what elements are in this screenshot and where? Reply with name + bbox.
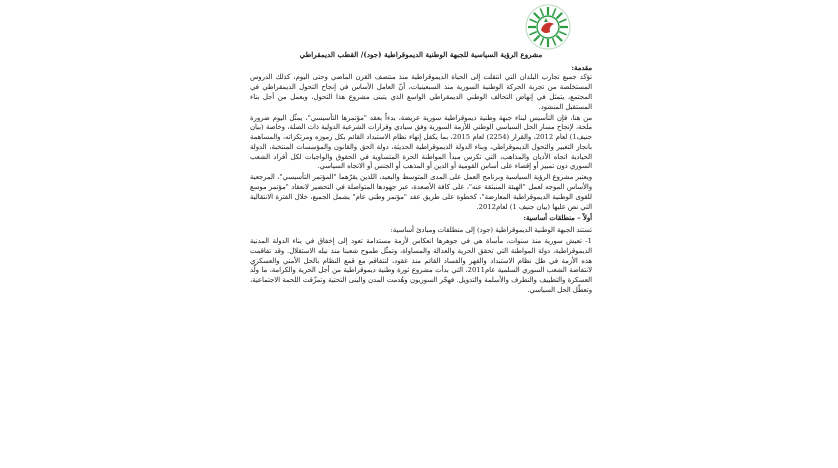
paragraph-2: من هنا، فإن التأسيس لبناء جبهة وطنية ديموقراطية سورية عريضة، بدءاً بعقد "مؤتمرها التأسيسي"، يمثّل اليوم ضرورة ملحة، لإنجاح مسار الحل السياسي الوطني للأزمة السورية وفق سيادي وقرارات الشرعية الدولية ذات الصلة، وخاصة (بيان جنيف1) لعام 2012، والقرار (2254) لعام 2015، بما يكفل إنهاء نظام الاستبداد القائم بكل رموزه ومرتكزاته، والمساهمة بانجاز التغيير والتحول الديموقراطي، وبناء الدولة الديموقراطية الحديثة، دولة الحق والقانون والمؤسسات المنتخبة، الدولة الحيادية اتجاه الأديان والمذاهب، التي تكرس مبدأ المواطنة الحرة المتساوية في الحقوق والواجبات لكل أفراد الشعب السوري دون تمييز أو إقصاء على أساس القومية أو الدين أو المذهب أو الجنس أو الاتجاه السياسي. [250,113,592,171]
section-intro: تستند الجبهة الوطنية الديموقراطية (جود) إلى منطلقات ومبادئ أساسية: [390,225,592,234]
organization-logo [524,3,572,51]
document-title: مشروع الرؤية السياسية للجبهة الوطنية الديموقراطية (جود)/ القطب الديمقراطي [299,50,543,59]
intro-heading: مقدمة: [571,63,592,72]
section-heading: أولاً – منطلقات أساسية: [523,214,592,223]
document-body [250,50,592,297]
point-1: 1- تعيش سورية منذ سنوات، مأساة هي في جوهرها انعكاس لأزمة مستدامة تعود إلى إخفاق في بناء الدولة المدنية الديموقراطية، دولة المواطنة التي تحقق الحرية والعدالة والمساواة، وتمثّل طموح شعبنا منذ نيله الاستقلال. وقد تفاقمت هذه الأزمة في ظل نظام الاستبداد والقهر والفساد القائم منذ عقود، لتتفاقم مع قمع النظام بالحل الأمني والعسكري لانتفاضة الشعب السوري السلمية عام2011، التي بدأت مشروع ثورة وطنية ديموقراطية من أجل الحرية والكرامة، ما ولّد العسكرة والتطييف والتطرف والأسلمة والتدويل. فهجّر السوريون وهُدمت المدن والبنى التحتية وتمزّقت اللحمة الاجتماعية، وتعطّل الحل السياسي. [250,237,592,294]
paragraph-1: تؤكد جميع تجارب البلدان التي انتقلت إلى الحياة الديموقراطية منذ منتصف القرن الماضي وحتى اليوم، كذلك الدروس المستخلصة من تجربة الحركة الوطنية السورية منذ السبعينيات، أنّ العامل الأساس في إنجاح التحول الديمقراطي في المجتمع، يتمثل في إنهاض التحالف الوطني الديمقراطي الواسع الذي يتبنى مشروع هذا التحول، ويعمل من أجل بناء المستقبل المنشود. [250,73,592,111]
paragraph-3: ويعتبر مشروع الرؤية السياسية وبرنامج العمل على المدى المتوسط والبعيد، اللذين يقرّهما "المؤتمر التأسيسي"، المرجعية والأساس الموجه لعمل "الهيئة المنبثقة عنه"، على كافة الأصعدة، عبر جهودها المتواصلة في التحضير لانعقاد "مؤتمر موسع للقوى الوطنية الديموقراطية المعارضة"، كخطوة على طريق عقد "مؤتمر وطني عام" يشمل الجميع، خلال الفترة الانتقالية التي نص عليها (بيان جنيف 1) لعام2012. [250,173,592,211]
